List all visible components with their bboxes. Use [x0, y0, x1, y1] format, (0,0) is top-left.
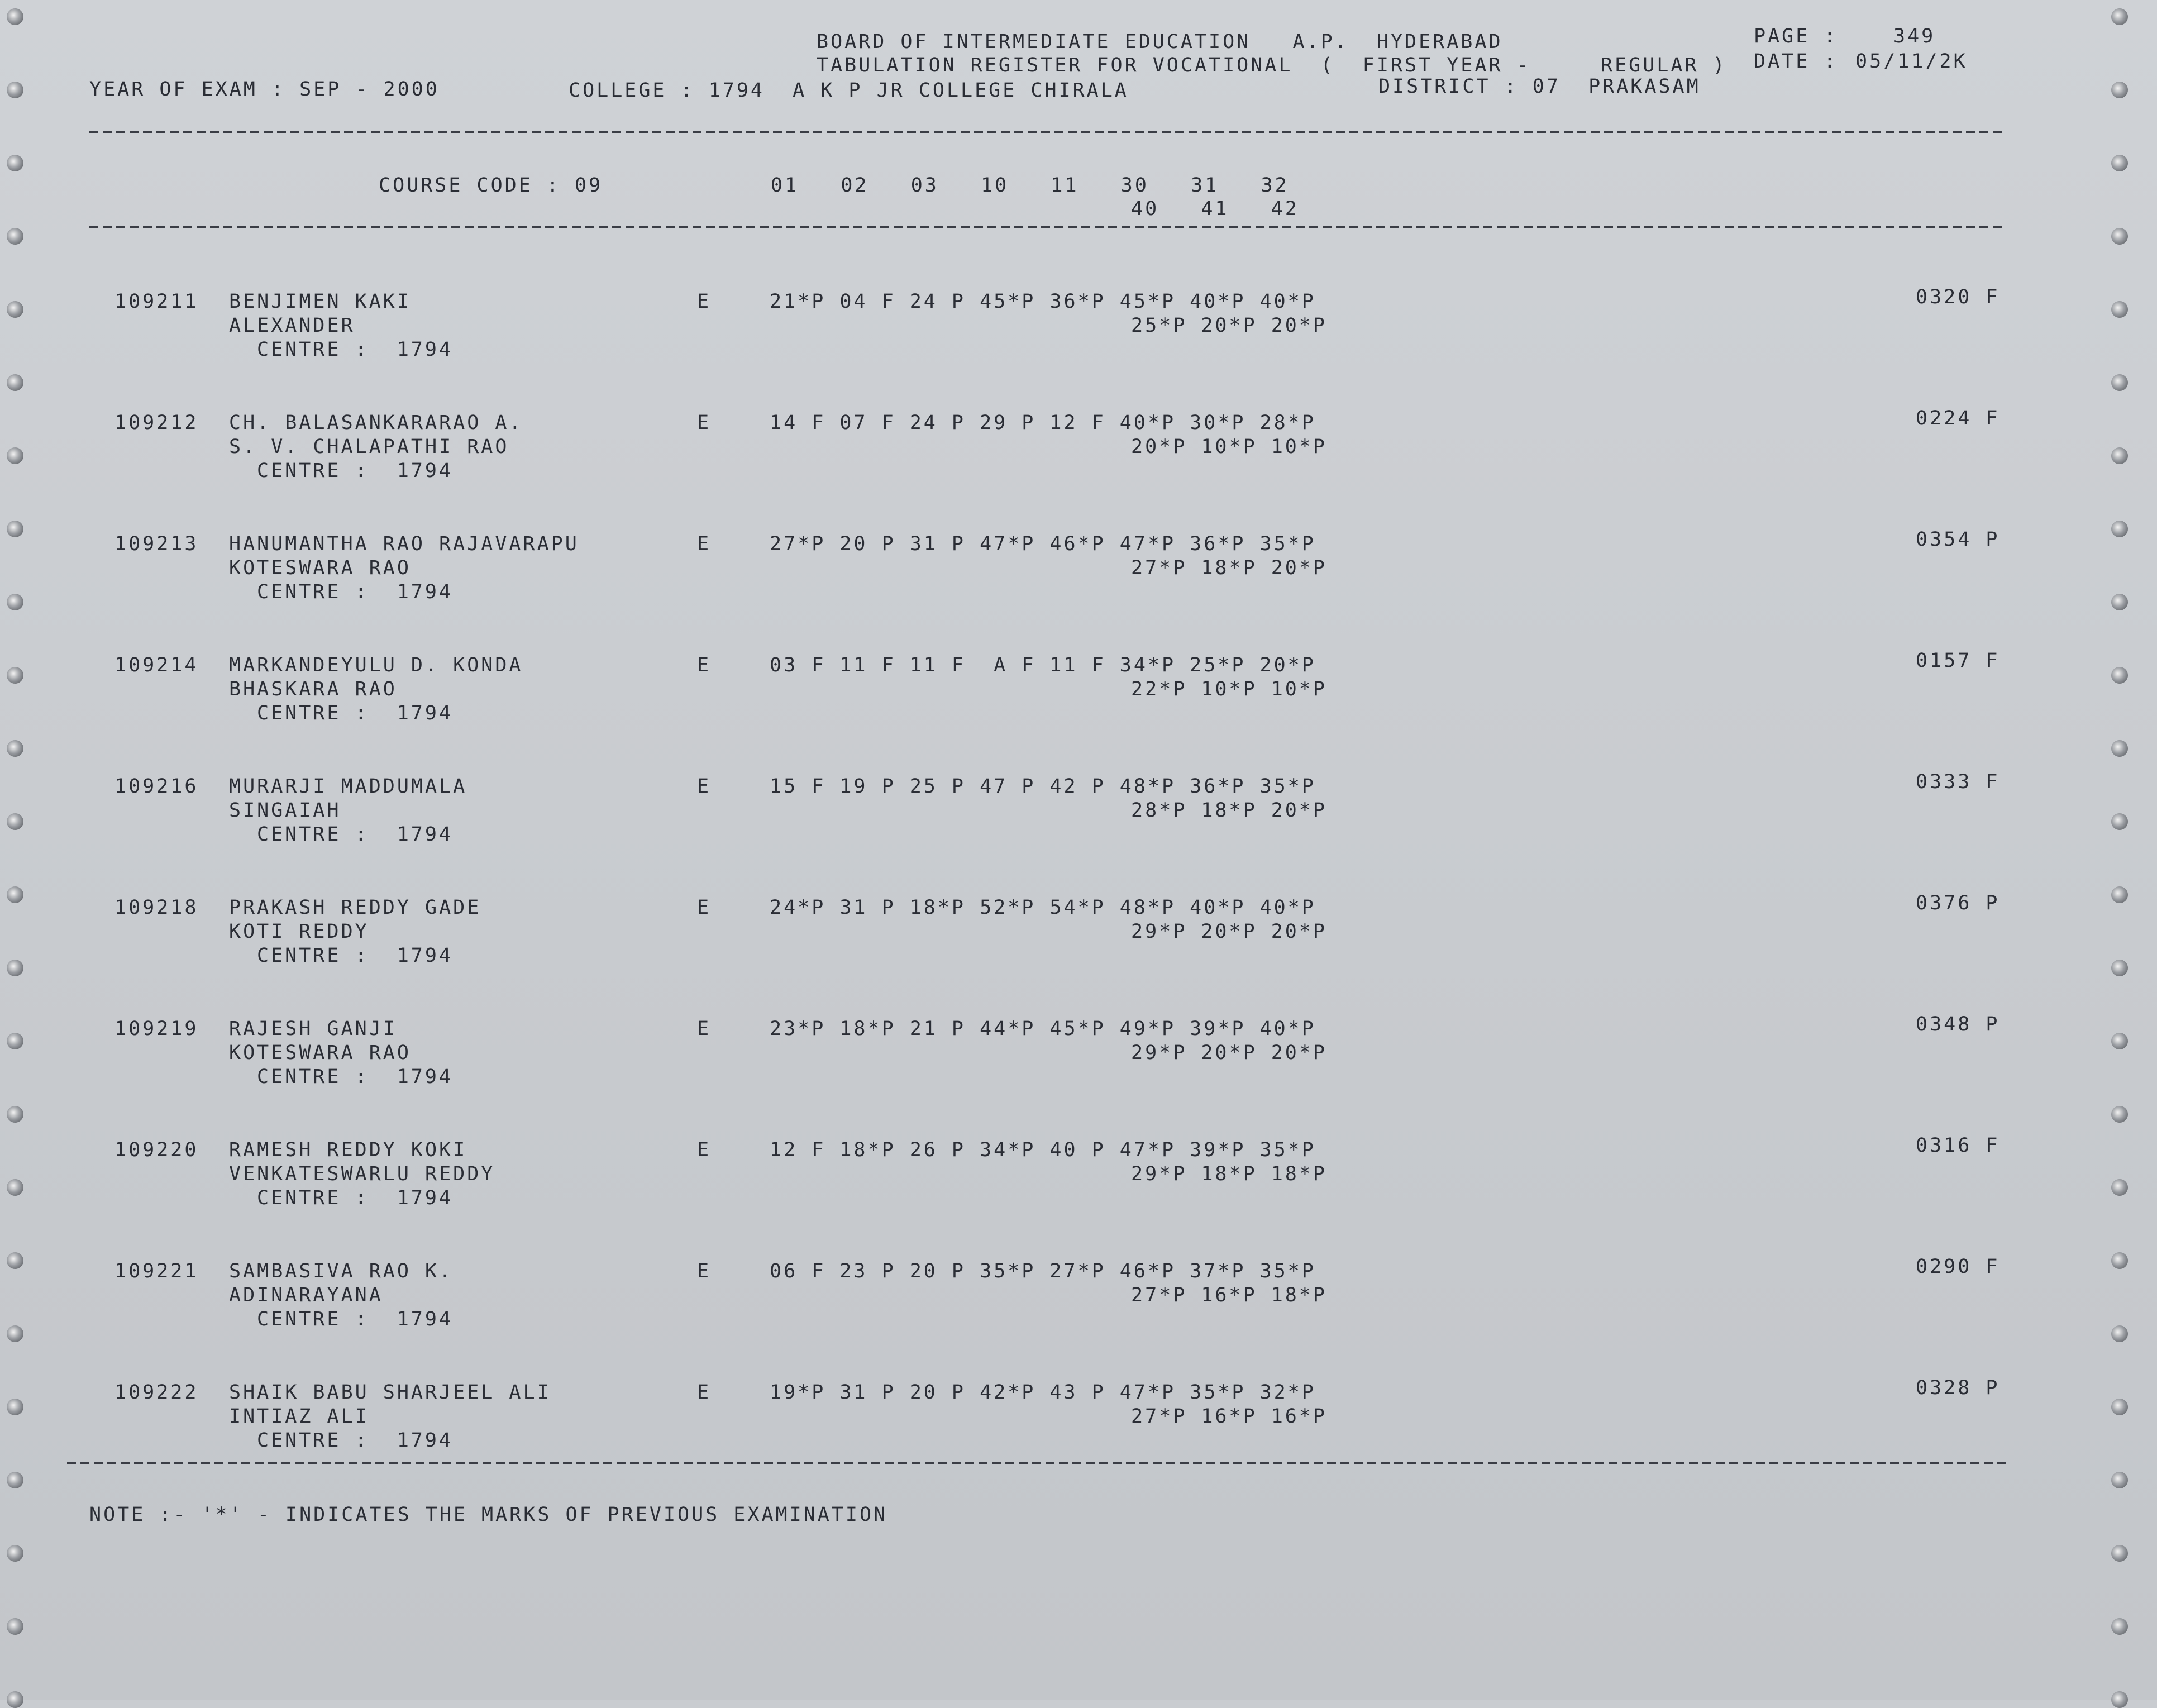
parent-name: SINGAIAH: [229, 799, 341, 822]
roll-number: 109218: [114, 896, 199, 919]
course-code: COURSE CODE : 09: [379, 174, 603, 197]
feed-hole: [2111, 1618, 2128, 1635]
marks-row-2: 27*P 16*P 18*P: [1131, 1284, 1328, 1306]
feed-hole: [7, 960, 23, 976]
marks-row-1: 14 F 07 F 24 P 29 P 12 F 40*P 30*P 28*P: [770, 412, 1316, 434]
marks-row-2: 29*P 18*P 18*P: [1131, 1163, 1328, 1185]
centre: CENTRE : 1794: [257, 944, 454, 967]
candidate-name: PRAKASH REDDY GADE: [229, 896, 481, 919]
roll-number: 109220: [114, 1139, 199, 1161]
total-and-result: 0376 P: [1916, 892, 2000, 914]
candidate-name: MURARJI MADDUMALA: [229, 775, 467, 798]
page-number: 349: [1893, 25, 1936, 47]
feed-hole: [2111, 813, 2128, 830]
feed-hole: [7, 886, 23, 903]
candidate-name: CH. BALASANKARARAO A.: [229, 412, 523, 434]
bottom-divider: [67, 1462, 2011, 1464]
medium: E: [697, 896, 712, 919]
feed-hole: [7, 374, 23, 391]
marks-row-2: 27*P 16*P 16*P: [1131, 1405, 1328, 1428]
candidate-name: RAJESH GANJI: [229, 1018, 397, 1040]
parent-name: ADINARAYANA: [229, 1284, 383, 1306]
marks-row-1: 15 F 19 P 25 P 47 P 42 P 48*P 36*P 35*P: [770, 775, 1316, 798]
feed-hole: [7, 521, 23, 537]
feed-hole: [7, 1618, 23, 1635]
centre: CENTRE : 1794: [257, 702, 454, 724]
feed-hole: [7, 1106, 23, 1123]
feed-hole: [7, 447, 23, 464]
candidate-name: HANUMANTHA RAO RAJAVARAPU: [229, 533, 579, 555]
feed-hole: [7, 1545, 23, 1562]
medium: E: [697, 290, 712, 313]
feed-hole: [2111, 1545, 2128, 1562]
feed-hole: [7, 1399, 23, 1415]
board-title: BOARD OF INTERMEDIATE EDUCATION A.P. HYDERABAD: [817, 31, 1503, 53]
feed-hole: [7, 82, 23, 98]
parent-name: KOTI REDDY: [229, 920, 369, 943]
feed-hole: [2111, 1252, 2128, 1269]
left-tractor-feed-holes: [0, 0, 39, 1700]
date-label: DATE :: [1754, 50, 1838, 73]
feed-hole: [2111, 8, 2128, 25]
marks-row-1: 12 F 18*P 26 P 34*P 40 P 47*P 39*P 35*P: [770, 1139, 1316, 1161]
feed-hole: [7, 155, 23, 171]
medium: E: [697, 1260, 712, 1282]
candidate-name: SHAIK BABU SHARJEEL ALI: [229, 1381, 551, 1404]
feed-hole: [2111, 594, 2128, 610]
feed-hole: [2111, 155, 2128, 171]
feed-hole: [2111, 301, 2128, 318]
total-and-result: 0157 F: [1916, 650, 2000, 672]
roll-number: 109212: [114, 412, 199, 434]
feed-hole: [2111, 1399, 2128, 1415]
feed-hole: [7, 1252, 23, 1269]
district: DISTRICT : 07 PRAKASAM: [1378, 75, 1701, 98]
feed-hole: [2111, 521, 2128, 537]
parent-name: ALEXANDER: [229, 314, 355, 337]
medium: E: [697, 1139, 712, 1161]
date-value: 05/11/2K: [1855, 50, 1968, 73]
feed-hole: [2111, 1472, 2128, 1488]
marks-row-2: 29*P 20*P 20*P: [1131, 920, 1328, 943]
feed-hole: [2111, 1106, 2128, 1123]
subject-codes-row-2: 40 41 42: [1131, 198, 1299, 220]
candidate-name: SAMBASIVA RAO K.: [229, 1260, 454, 1282]
medium: E: [697, 412, 712, 434]
parent-name: S. V. CHALAPATHI RAO: [229, 436, 509, 458]
feed-hole: [2111, 960, 2128, 976]
marks-row-1: 21*P 04 F 24 P 45*P 36*P 45*P 40*P 40*P: [770, 290, 1316, 313]
roll-number: 109219: [114, 1018, 199, 1040]
feed-hole: [7, 1325, 23, 1342]
total-and-result: 0320 F: [1916, 286, 2000, 308]
marks-row-2: 25*P 20*P 20*P: [1131, 314, 1328, 337]
total-and-result: 0328 P: [1916, 1377, 2000, 1399]
feed-hole: [7, 1033, 23, 1049]
register-title: TABULATION REGISTER FOR VOCATIONAL ( FIRST YEAR - REGULAR ): [817, 54, 1727, 77]
medium: E: [697, 654, 712, 676]
college: COLLEGE : 1794 A K P JR COLLEGE CHIRALA: [569, 79, 1129, 102]
centre: CENTRE : 1794: [257, 1429, 454, 1452]
total-and-result: 0348 P: [1916, 1013, 2000, 1036]
roll-number: 109222: [114, 1381, 199, 1404]
subject-codes-row-1: 01 02 03 10 11 30 31 32: [771, 174, 1289, 197]
marks-row-1: 24*P 31 P 18*P 52*P 54*P 48*P 40*P 40*P: [770, 896, 1316, 919]
total-and-result: 0290 F: [1916, 1256, 2000, 1278]
marks-row-1: 23*P 18*P 21 P 44*P 45*P 49*P 39*P 40*P: [770, 1018, 1316, 1040]
feed-hole: [2111, 740, 2128, 757]
feed-hole: [7, 594, 23, 610]
year-of-exam: YEAR OF EXAM : SEP - 2000: [89, 78, 440, 101]
marks-row-1: 19*P 31 P 20 P 42*P 43 P 47*P 35*P 32*P: [770, 1381, 1316, 1404]
candidate-name: BENJIMEN KAKI: [229, 290, 411, 313]
marks-row-2: 28*P 18*P 20*P: [1131, 799, 1328, 822]
roll-number: 109221: [114, 1260, 199, 1282]
feed-hole: [2111, 1325, 2128, 1342]
feed-hole: [2111, 447, 2128, 464]
roll-number: 109214: [114, 654, 199, 676]
centre: CENTRE : 1794: [257, 581, 454, 603]
parent-name: KOTESWARA RAO: [229, 557, 411, 579]
medium: E: [697, 775, 712, 798]
marks-row-1: 06 F 23 P 20 P 35*P 27*P 46*P 37*P 35*P: [770, 1260, 1316, 1282]
feed-hole: [7, 813, 23, 830]
feed-hole: [7, 8, 23, 25]
centre: CENTRE : 1794: [257, 338, 454, 361]
feed-hole: [2111, 228, 2128, 245]
marks-row-2: 27*P 18*P 20*P: [1131, 557, 1328, 579]
feed-hole: [2111, 82, 2128, 98]
right-tractor-feed-holes: [2101, 0, 2140, 1700]
feed-hole: [2111, 1179, 2128, 1196]
feed-hole: [7, 1691, 23, 1708]
marks-row-1: 27*P 20 P 31 P 47*P 46*P 47*P 36*P 35*P: [770, 533, 1316, 555]
centre: CENTRE : 1794: [257, 1187, 454, 1209]
medium: E: [697, 533, 712, 555]
parent-name: BHASKARA RAO: [229, 678, 397, 700]
parent-name: KOTESWARA RAO: [229, 1042, 411, 1064]
feed-hole: [7, 228, 23, 245]
total-and-result: 0224 F: [1916, 407, 2000, 430]
roll-number: 109213: [114, 533, 199, 555]
feed-hole: [2111, 1033, 2128, 1049]
centre: CENTRE : 1794: [257, 1308, 454, 1330]
footnote: NOTE :- '*' - INDICATES THE MARKS OF PREVIOUS EXAMINATION: [89, 1504, 888, 1526]
marks-row-2: 22*P 10*P 10*P: [1131, 678, 1328, 700]
feed-hole: [2111, 1691, 2128, 1708]
total-and-result: 0316 F: [1916, 1134, 2000, 1157]
feed-hole: [7, 740, 23, 757]
page-label: PAGE :: [1754, 25, 1838, 47]
medium: E: [697, 1018, 712, 1040]
candidate-name: RAMESH REDDY KOKI: [229, 1139, 467, 1161]
roll-number: 109211: [114, 290, 199, 313]
marks-row-1: 03 F 11 F 11 F A F 11 F 34*P 25*P 20*P: [770, 654, 1316, 676]
parent-name: VENKATESWARLU REDDY: [229, 1163, 495, 1185]
header-divider: [89, 226, 2005, 228]
total-and-result: 0333 F: [1916, 771, 2000, 793]
candidate-name: MARKANDEYULU D. KONDA: [229, 654, 523, 676]
parent-name: INTIAZ ALI: [229, 1405, 369, 1428]
feed-hole: [2111, 374, 2128, 391]
feed-hole: [7, 1179, 23, 1196]
feed-hole: [2111, 886, 2128, 903]
top-divider: [89, 131, 2005, 133]
feed-hole: [2111, 667, 2128, 684]
medium: E: [697, 1381, 712, 1404]
centre: CENTRE : 1794: [257, 1066, 454, 1088]
total-and-result: 0354 P: [1916, 528, 2000, 551]
feed-hole: [7, 301, 23, 318]
marks-row-2: 29*P 20*P 20*P: [1131, 1042, 1328, 1064]
roll-number: 109216: [114, 775, 199, 798]
feed-hole: [7, 667, 23, 684]
centre: CENTRE : 1794: [257, 823, 454, 846]
feed-hole: [7, 1472, 23, 1488]
centre: CENTRE : 1794: [257, 460, 454, 482]
marks-row-2: 20*P 10*P 10*P: [1131, 436, 1328, 458]
